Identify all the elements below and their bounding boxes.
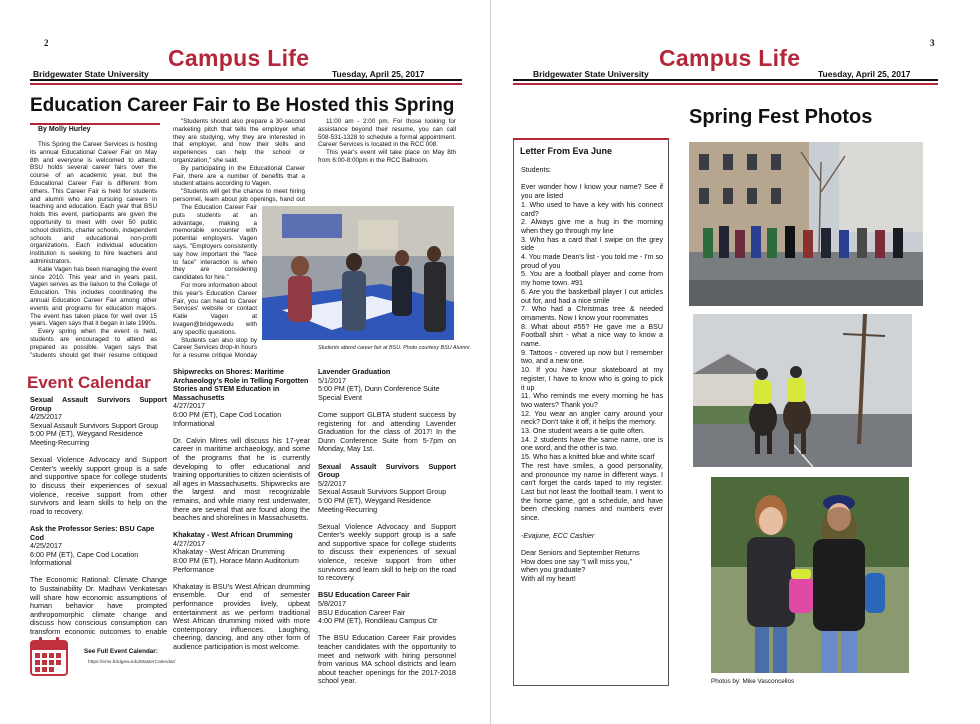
event-description: Sexual Violence Advocacy and Support Center's weekly support group is a safe and supportive space for college students to discuss their experiences of sexual violence, receive support from other survivors and learn skill to help on the road to recovery. bbox=[318, 521, 456, 583]
letter-item: 7. Who had a Christmas tree & needed ornaments. Now I know your roommates bbox=[521, 305, 663, 322]
letter-rule bbox=[513, 138, 669, 140]
masthead-rule-red bbox=[30, 83, 462, 85]
masthead-rule-red bbox=[513, 83, 938, 85]
event-line: Informational bbox=[173, 418, 215, 428]
event-column-2 bbox=[173, 368, 310, 668]
event-date: 4/25/2017 bbox=[30, 412, 62, 422]
event-title: BSU Education Career Fair bbox=[318, 590, 410, 600]
event-title: Ask the Professor Series: BSU Cape Cod bbox=[30, 523, 155, 542]
article-column-2-top bbox=[173, 118, 305, 204]
letter-item: 8. What about #55? He gave me a BSU Football shirt - what a nice way to know a name. bbox=[521, 322, 663, 349]
photo-caption: Students attend career fair at BSU. Photo courtesy BSU Alumni. bbox=[318, 345, 471, 351]
letter-closing: The rest have smiles, a good personality, and pronounce my name in different ways. I can't forget the cards taped to my register. Last but not least the football team. I went to the home game, got a schedule, and have been checking names and numbers ever since. bbox=[521, 461, 663, 523]
masthead-date: Tuesday, April 25, 2017 bbox=[818, 69, 911, 79]
event-date: 5/2/2017 bbox=[318, 478, 346, 488]
letter-item: 12. You wear an angler carry around your neck? Don't take it off, it helps the memory. bbox=[521, 409, 663, 427]
event-line: 5:00 PM (ET), Weygand Residence bbox=[30, 429, 143, 439]
letter-item: 15. Who has a knitted blue and white scarf bbox=[521, 453, 655, 462]
event-line: Performance bbox=[173, 564, 215, 574]
article-paragraph: By participating in the Educational Career Fair, there are a number of benefits that a student attains according to Vagen. bbox=[173, 164, 305, 188]
letter-item: 10. If you have your skateboard at my register, I have to know who is going to pick it up bbox=[521, 366, 663, 392]
letter-item: 9. Tattoos - covered up now but I remember two, and a new one. bbox=[521, 348, 663, 366]
event-title: Sexual Assault Survivors Support Group bbox=[30, 396, 167, 413]
letter-intro: Ever wonder how I know your name? See if you are listed bbox=[521, 183, 663, 201]
letter-signature: -Evajune, ECC Cashier bbox=[521, 531, 595, 540]
event-column-3 bbox=[318, 368, 456, 718]
masthead-title: Campus Life bbox=[659, 45, 801, 71]
event-line: 5:00 PM (ET), Dunn Conference Suite bbox=[318, 384, 440, 394]
letter-title: Letter From Eva June bbox=[520, 146, 613, 156]
event-date: 5/1/2017 bbox=[318, 375, 346, 385]
career-fair-photo bbox=[262, 206, 454, 340]
event-line: BSU Education Career Fair bbox=[318, 607, 406, 617]
event-line: Meeting-Recurring bbox=[30, 437, 90, 447]
event-line: 6:00 PM (ET), Cape Cod Location bbox=[30, 549, 139, 559]
page-number: 2 bbox=[44, 38, 49, 48]
article-headline: Education Career Fair to Be Hosted this Spring bbox=[30, 95, 455, 116]
masthead-rule bbox=[30, 79, 462, 81]
event-line: Khakatay - West African Drumming bbox=[173, 547, 285, 557]
masthead-title: Campus Life bbox=[168, 45, 310, 71]
event-date: 5/8/2017 bbox=[318, 599, 346, 609]
letter-item: 5. You are a football player and come from my home town. #91 bbox=[521, 270, 663, 288]
event-line: Sexual Assault Survivors Support Group bbox=[30, 420, 159, 430]
event-date: 4/27/2017 bbox=[173, 401, 205, 411]
event-line: Informational bbox=[30, 558, 72, 568]
event-description: Sexual Violence Advocacy and Support Center's weekly support group is a safe and supportive space for college students to discuss their experiences of sexual violence, receive support from other survivors and learn skills to help on the road to recovery. bbox=[30, 455, 167, 516]
masthead-rule bbox=[513, 79, 938, 81]
letter-farewell-line: With all my heart! bbox=[521, 575, 576, 583]
article-paragraph: This year's event will take place on May 8th from 6:00-8:00pm in the RCC Ballroom. bbox=[318, 149, 456, 164]
letter-item: 1. Who used to have a key with his connect card? bbox=[521, 200, 663, 218]
students-photo-image bbox=[711, 477, 909, 673]
article-byline: By Molly Hurley bbox=[38, 126, 91, 133]
event-line: Meeting-Recurring bbox=[318, 504, 378, 514]
byline-rule bbox=[30, 123, 160, 125]
see-full-calendar-label: See Full Event Calendar: bbox=[84, 648, 158, 655]
article-paragraph: "Students will get the chance to meet hiring personnel, learn about job openings, hand out bbox=[173, 188, 305, 203]
letter-farewell-line: when you graduate? bbox=[521, 566, 586, 575]
article-paragraph: Katie Vagen has been managing the event since 2010. This year and in years past, Vagen serves as the liaison to the College of Education. This includes coordinating the annual Education Career Fair among other events and programs for education majors. The event has taken place for well over 15 years. Vagen says that it began in late 1990s. bbox=[30, 265, 157, 328]
calendar-icon bbox=[30, 636, 68, 676]
article-column-2-wrap bbox=[173, 204, 257, 360]
article-paragraph: This Spring the Career Services is hosting its annual Educational Career Fair on May 8th and everyone is welcomed to attend. BSU holds several career fairs over the course of an academic year, but the Educational Career Fair is different from others. This Career Fair is held for students and alumni who are pursuing careers in teaching and education. Each year that BSU holds this event, participants are given the opportunity to meet with over 50 public school districts, charter schools, independent schools and educational non-profit organizations. Each individual education institution is seeking to hire teachers and administrators. bbox=[30, 141, 157, 265]
event-line: 8:00 PM (ET), Horace Mann Auditorium bbox=[173, 556, 299, 566]
letter-item: 11. Who reminds me every morning he has two waters? Thank you? bbox=[521, 392, 663, 409]
letter-item: 3. Who has a card that I swipe on the grey side bbox=[521, 235, 663, 253]
mounted-police-photo bbox=[693, 314, 912, 467]
article-paragraph: For more information about this year's Education Career Fair, you can head to Career Services' website or contact Katie Vagen at kvagen@bridgew.edu with any specific questions. bbox=[173, 281, 257, 336]
event-line: 4:00 PM (ET), Rondileau Campus Ctr bbox=[318, 616, 438, 626]
event-title: Lavender Graduation bbox=[318, 368, 391, 376]
article-column-1 bbox=[30, 141, 157, 359]
event-date: 4/25/2017 bbox=[30, 541, 62, 551]
event-title: Sexual Assault Survivors Support Group bbox=[318, 461, 456, 480]
event-description: Khakatay is BSU's West African drumming ensemble. Our end of semester performance provides lively, upbeat entertainment as we perform traditional West African drumming mixed with more contemporary influences. Laughing, cheering, dancing, and any other form of audience participation is most welcome. bbox=[173, 581, 310, 651]
article-paragraph: The Education Career Fair puts students at an advantage, making a memorable encounter with potential employers. Vagen says, "Employers consistently say how important the "face to face" interaction is when they are considering candidates for hire." bbox=[173, 204, 257, 282]
letter-item: 6. Are you the basketball player I cut articles out for, and had a nice smile bbox=[521, 287, 663, 305]
letter-item: 2. Always give me a hug in the morning when they go through my line bbox=[521, 218, 663, 235]
event-title: Khakatay - West African Drumming bbox=[173, 530, 293, 540]
event-description: The Economic Rational: Climate Change to Sustainability Dr. Madhavi Venkatesan will share how economic assumptions of human behavior have prompted anthropomorphic climate change and discuss how conscious consumption can transform economic outcomes to enable bbox=[30, 575, 167, 636]
article-paragraph: Students can also stop by Career Services drop-in hours for a resume critique Monday bbox=[173, 336, 257, 360]
masthead-university: Bridgewater State University bbox=[33, 69, 149, 79]
page-number: 3 bbox=[930, 38, 935, 48]
photo-credit: Photos by: Mike Vasconcellos bbox=[711, 678, 795, 685]
crowd-photo-image bbox=[689, 142, 923, 306]
section-title: Spring Fest Photos bbox=[689, 106, 873, 128]
masthead-university: Bridgewater State University bbox=[533, 69, 649, 79]
event-title: Shipwrecks on Shores: Maritime Archaeology's Role in Telling Forgotten Stories and STEM Education in Massachusetts bbox=[173, 368, 309, 402]
letter-item: 14. 2 students have the same name, one is one word, and the other is two. bbox=[521, 435, 663, 453]
spring-fest-crowd-photo bbox=[689, 142, 923, 306]
article-paragraph: 11:00 am - 2:00 pm. For those looking for assistance beyond their resume, you can call 508-531-1328 to schedule a formal appointment. Career Services is located in the RCC 008. bbox=[318, 118, 456, 149]
calendar-url[interactable]: https://ems.bridgew.edu/MasterCalendar/ bbox=[88, 660, 176, 665]
event-line: 6:00 PM (ET), Cape Cod Location bbox=[173, 409, 282, 419]
article-column-3 bbox=[318, 118, 456, 202]
event-description: Come support GLBTA student success by registering for and attending Lavender Graduation for the class of 2017! In the Dunn Conference Suite from 5-7pm on Monday, May 1st. bbox=[318, 409, 456, 454]
letter-farewell-line: How does one say "I will miss you," bbox=[521, 557, 633, 566]
event-line: Special Event bbox=[318, 392, 362, 402]
letter-farewell-line: Dear Seniors and September Returns bbox=[521, 548, 640, 557]
masthead-date: Tuesday, April 25, 2017 bbox=[332, 69, 425, 79]
career-fair-photo-image bbox=[262, 206, 454, 340]
event-line: 5:00 PM (ET), Weygand Residence bbox=[318, 495, 431, 505]
article-paragraph: "Students should also prepare a 30-second marketing pitch that tells the employer what they are studying, why they are interested in that employer, and how their skills and experiences can help the school or organization," she said. bbox=[173, 118, 305, 164]
event-description: Dr. Calvin Mires will discuss his 17-year career in maritime archaeology, and some of the programs that he is currently developing to offer educational and training opportunities to citizen scientists of all ages in Massachusetts. Shipwrecks are the largest and most recognizable remains, and while many rest underwater, there are several that are found along the beaches and shorelines in Massachusetts. bbox=[173, 435, 310, 523]
event-line: Sexual Assault Survivors Support Group bbox=[318, 487, 447, 497]
article-paragraph: Every spring when the event is held, students are encouraged to attend as prepared as possible. Vagen says that "students should get their resume critiqued bbox=[30, 328, 157, 359]
event-date: 4/27/2017 bbox=[173, 538, 205, 548]
letter-greeting: Students: bbox=[521, 166, 551, 174]
students-photo bbox=[711, 477, 909, 673]
letter-body bbox=[521, 166, 663, 584]
event-column-1 bbox=[30, 396, 167, 636]
letter-item: 13. One student wears a tie quite often. bbox=[521, 427, 645, 436]
police-photo-image bbox=[693, 314, 912, 467]
event-calendar-title: Event Calendar bbox=[27, 373, 151, 392]
letter-item: 4. You made Dean's list - you told me - I'm so proud of you bbox=[521, 253, 663, 270]
event-description: The BSU Education Career Fair provides teacher candidates with the opportunity to meet and network with hiring personnel from various MA school districts and learn about teacher openings for the 2017-2018 school year. bbox=[318, 633, 456, 686]
